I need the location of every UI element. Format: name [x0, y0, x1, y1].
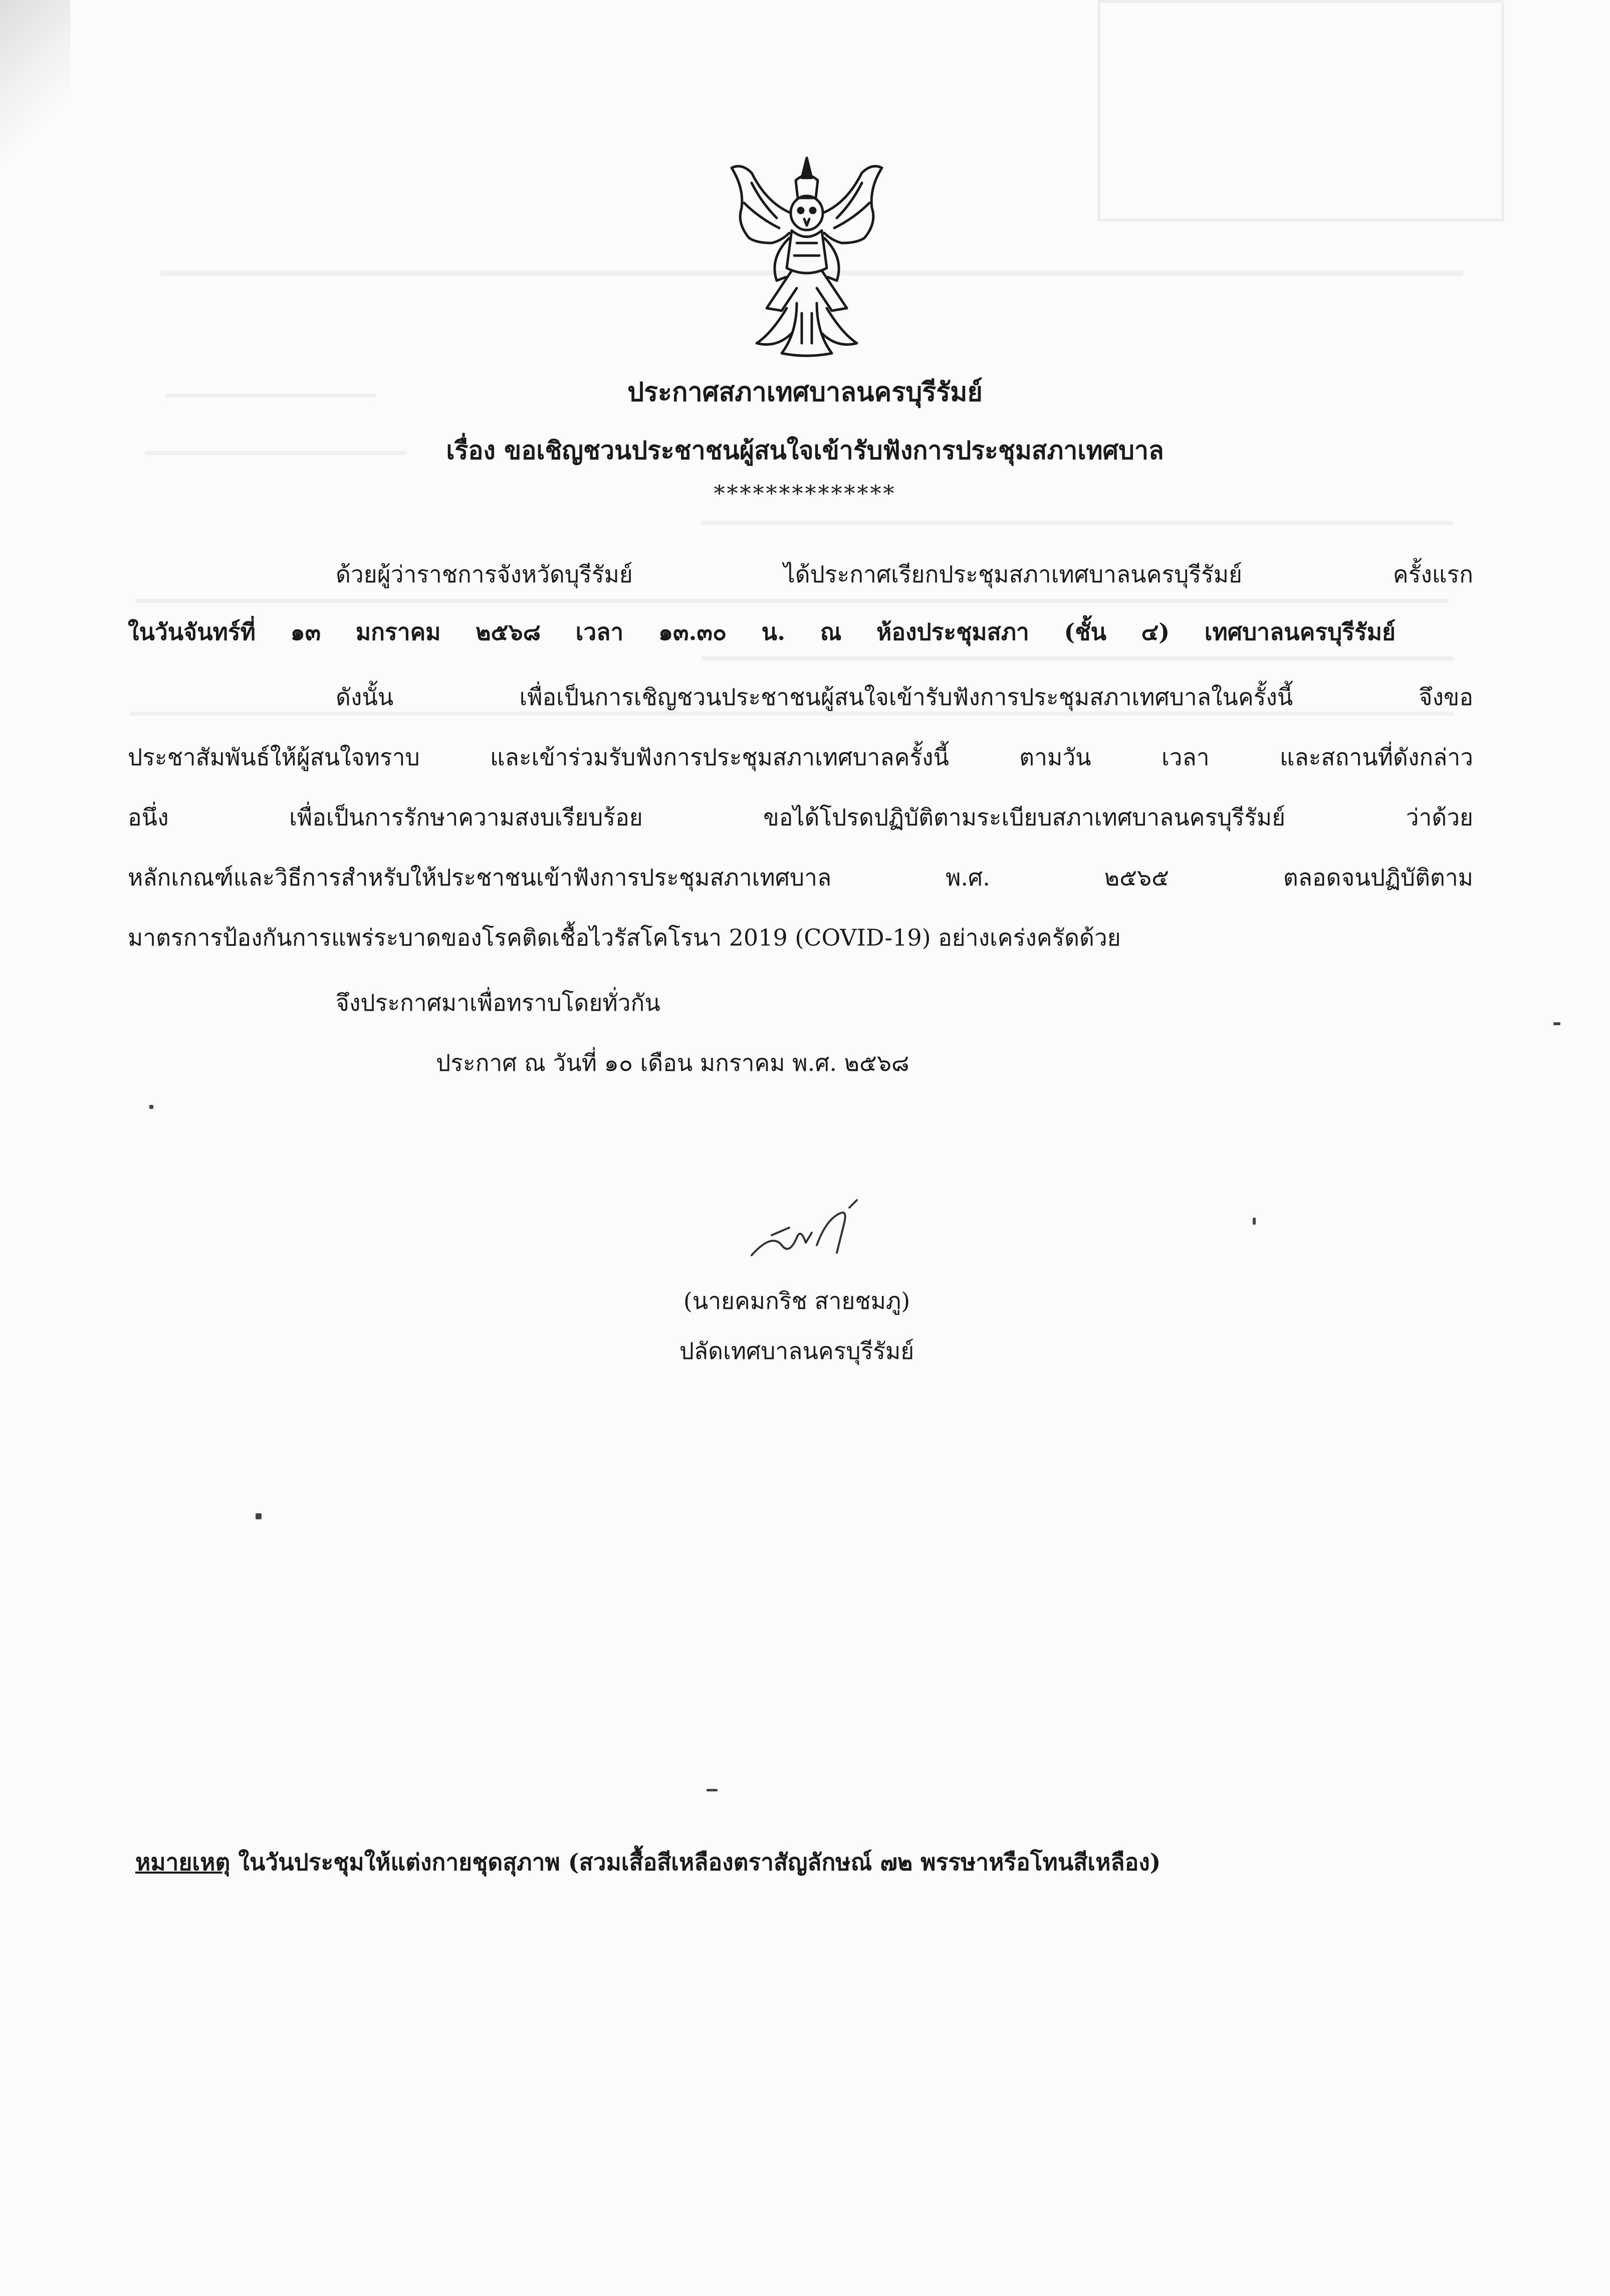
- signer-name: (นายคมกริช สายชมภู): [683, 1287, 910, 1314]
- body-line: หลักเกณฑ์และวิธีการสำหรับให้ประชาชนเข้าฟังการประชุมสภาเทศบาล พ.ศ. ๒๕๖๕ ตลอดจนปฏิบัติตาม: [128, 864, 1473, 891]
- folded-corner: [0, 0, 70, 160]
- handwritten-signature: [742, 1198, 872, 1268]
- closing-text: จึงประกาศมาเพื่อทราบโดยทั่วกัน: [336, 989, 660, 1016]
- scan-speck: [707, 1789, 718, 1791]
- bleed-through-line: [702, 521, 1453, 525]
- garuda-emblem-icon: [722, 143, 892, 363]
- scan-speck: [149, 1105, 153, 1109]
- body-line: ในวันจันทร์ที่ ๑๓ มกราคม ๒๕๖๘ เวลา ๑๓.๓๐ น. ณ ห้องประชุมสภา (ชั้น ๔) เทศบาลนครบุรีรัมย์: [128, 618, 1396, 645]
- announcement-title: ประกาศสภาเทศบาลนครบุรีรัมย์: [627, 377, 983, 407]
- scan-speck: [256, 1513, 262, 1519]
- announcement-subject: เรื่อง ขอเชิญชวนประชาชนผู้สนใจเข้ารับฟังการประชุมสภาเทศบาล: [446, 435, 1164, 465]
- bleed-through-line: [135, 599, 1448, 603]
- remark-label: หมายเหตุ: [135, 1849, 231, 1876]
- body-line: ด้วยผู้ว่าราชการจังหวัดบุรีรัมย์ ได้ประกาศเรียกประชุมสภาเทศบาลนครบุรีรัมย์ ครั้งแรก: [336, 561, 1473, 588]
- scan-speck: [1253, 1218, 1256, 1225]
- title-separator: **************: [714, 481, 896, 507]
- announcement-date: ประกาศ ณ วันที่ ๑๐ เดือน มกราคม พ.ศ. ๒๕๖๘: [436, 1049, 909, 1076]
- body-line: ดังนั้น เพื่อเป็นการเชิญชวนประชาชนผู้สนใจเข้ารับฟังการประชุมสภาเทศบาลในครั้งนี้ จึงขอ: [336, 683, 1473, 711]
- scan-speck: [1553, 1022, 1560, 1025]
- remark-text: ในวันประชุมให้แต่งกายชุดสุภาพ (สวมเสื้อสีเหลืองตราสัญลักษณ์ ๗๒ พรรษาหรือโทนสีเหลือง): [230, 1849, 1161, 1876]
- body-line: มาตรการป้องกันการแพร่ระบาดของโรคติดเชื้อไวรัสโคโรนา 2019 (COVID-19) อย่างเคร่งครัดด้วย: [128, 924, 1121, 951]
- body-line: ประชาสัมพันธ์ให้ผู้สนใจทราบ และเข้าร่วมรับฟังการประชุมสภาเทศบาลครั้งนี้ ตามวัน เวลา และสถานที่ดังกล่าว: [128, 744, 1473, 771]
- bleed-through-box: [1097, 0, 1504, 221]
- remark: [135, 1844, 1161, 1881]
- signer-title: ปลัดเทศบาลนครบุรีรัมย์: [679, 1337, 914, 1364]
- body-line: อนึ่ง เพื่อเป็นการรักษาความสงบเรียบร้อย ขอได้โปรดปฏิบัติตามระเบียบสภาเทศบาลนครบุรีรัมย์ ว่าด้วย: [128, 804, 1473, 831]
- bleed-through-line: [702, 656, 1453, 660]
